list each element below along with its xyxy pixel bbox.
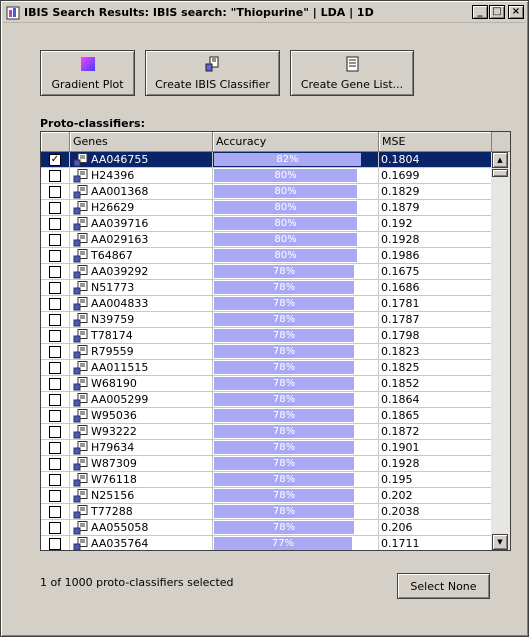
mse-cell: 0.1928	[381, 233, 420, 246]
column-header-mse[interactable]: MSE	[379, 132, 492, 152]
row-checkbox[interactable]	[49, 538, 61, 550]
row-checkbox-cell	[41, 408, 70, 423]
accuracy-cell	[213, 504, 379, 519]
table-row[interactable]	[41, 440, 492, 456]
row-checkbox-cell	[41, 264, 70, 279]
mse-cell: 0.1823	[381, 345, 420, 358]
accuracy-bar: 78%	[214, 393, 354, 406]
gene-cell	[70, 424, 213, 439]
accuracy-bar: 80%	[214, 169, 357, 182]
mse-cell: 0.1787	[381, 313, 420, 326]
accuracy-cell	[213, 424, 379, 439]
accuracy-cell	[213, 280, 379, 295]
table-row[interactable]	[41, 536, 492, 550]
mse-cell: 0.1872	[381, 425, 420, 438]
row-checkbox-cell	[41, 472, 70, 487]
row-checkbox[interactable]	[49, 394, 61, 406]
accuracy-cell	[213, 216, 379, 231]
accuracy-cell	[213, 248, 379, 263]
gene-cell	[70, 200, 213, 215]
classifier-icon	[205, 56, 221, 72]
accuracy-bar: 78%	[214, 265, 354, 278]
row-checkbox-cell	[41, 280, 70, 295]
header-corner	[491, 132, 510, 152]
table-row[interactable]	[41, 264, 492, 280]
select-none-button[interactable]: Select None	[397, 573, 490, 599]
mse-cell: 0.1864	[381, 393, 420, 406]
row-checkbox[interactable]	[49, 458, 61, 470]
gene-row-icon	[73, 185, 89, 199]
mse-cell: 0.1675	[381, 265, 420, 278]
accuracy-cell	[213, 312, 379, 327]
accuracy-cell	[213, 360, 379, 375]
table-row[interactable]	[41, 360, 492, 376]
row-checkbox[interactable]	[49, 282, 61, 294]
accuracy-cell	[213, 440, 379, 455]
gene-cell	[70, 216, 213, 231]
row-checkbox-cell	[41, 328, 70, 343]
accuracy-bar: 78%	[214, 345, 354, 358]
accuracy-cell	[213, 408, 379, 423]
table-row[interactable]	[41, 168, 492, 184]
gene-name: H79634	[91, 441, 135, 454]
row-checkbox[interactable]	[49, 202, 61, 214]
gene-cell	[70, 520, 213, 535]
gene-name: H26629	[91, 201, 135, 214]
scroll-down-icon[interactable]: ▼	[492, 534, 508, 550]
accuracy-bar: 77%	[214, 537, 352, 550]
mse-cell: 0.1865	[381, 409, 420, 422]
gene-row-icon	[73, 377, 89, 391]
table-row[interactable]	[41, 520, 492, 536]
gene-name: AA046755	[91, 153, 149, 166]
row-checkbox[interactable]	[49, 234, 61, 246]
maximize-button[interactable]: □	[489, 5, 505, 19]
gene-row-icon	[73, 505, 89, 519]
accuracy-bar: 80%	[214, 185, 357, 198]
row-checkbox-cell	[41, 504, 70, 519]
accuracy-cell	[213, 328, 379, 343]
column-header-check[interactable]	[41, 132, 70, 152]
accuracy-bar: 78%	[214, 297, 354, 310]
mse-cell: 0.1699	[381, 169, 420, 182]
accuracy-cell	[213, 520, 379, 535]
row-checkbox[interactable]	[49, 362, 61, 374]
gene-name: W68190	[91, 377, 137, 390]
accuracy-cell	[213, 344, 379, 359]
row-checkbox-cell	[41, 456, 70, 471]
row-checkbox[interactable]	[49, 378, 61, 390]
accuracy-bar: 78%	[214, 281, 354, 294]
gene-cell	[70, 168, 213, 183]
minimize-button[interactable]: _	[472, 5, 488, 19]
row-checkbox[interactable]	[49, 426, 61, 438]
accuracy-cell	[213, 152, 379, 167]
gene-row-icon	[73, 345, 89, 359]
gene-cell	[70, 456, 213, 471]
accuracy-cell	[213, 296, 379, 311]
table-row[interactable]	[41, 312, 492, 328]
gene-name: T64867	[91, 249, 133, 262]
table-row[interactable]	[41, 488, 492, 504]
accuracy-bar: 78%	[214, 457, 354, 470]
mse-cell: 0.1852	[381, 377, 420, 390]
gene-name: AA039716	[91, 217, 149, 230]
table-row[interactable]	[41, 344, 492, 360]
gene-row-icon	[73, 425, 89, 439]
app-icon	[6, 6, 20, 20]
mse-cell: 0.1781	[381, 297, 420, 310]
gene-row-icon	[73, 153, 89, 167]
table-row[interactable]	[41, 456, 492, 472]
gene-cell	[70, 440, 213, 455]
row-checkbox[interactable]	[49, 266, 61, 278]
mse-cell: 0.1901	[381, 441, 420, 454]
gradient-plot-button[interactable]	[40, 50, 135, 96]
gene-cell	[70, 312, 213, 327]
accuracy-bar: 82%	[214, 153, 361, 166]
gene-cell	[70, 264, 213, 279]
gene-cell	[70, 344, 213, 359]
row-checkbox-cell	[41, 536, 70, 550]
row-checkbox-cell	[41, 296, 70, 311]
gene-row-icon	[73, 313, 89, 327]
row-checkbox-cell	[41, 248, 70, 263]
row-checkbox[interactable]	[49, 490, 61, 502]
row-checkbox-cell	[41, 520, 70, 535]
accuracy-bar: 78%	[214, 361, 354, 374]
accuracy-bar: 78%	[214, 377, 354, 390]
gene-name: R79559	[91, 345, 134, 358]
accuracy-bar: 78%	[214, 521, 354, 534]
create-ibis-classifier-button[interactable]	[145, 50, 280, 96]
mse-cell: 0.1986	[381, 249, 420, 262]
vertical-scrollbar[interactable]	[491, 152, 510, 550]
row-checkbox-cell	[41, 424, 70, 439]
gene-list-icon	[344, 56, 360, 72]
row-checkbox-cell	[41, 168, 70, 183]
gene-name: AA029163	[91, 233, 149, 246]
gene-row-icon	[73, 217, 89, 231]
row-checkbox[interactable]	[49, 250, 61, 262]
gene-row-icon	[73, 537, 89, 551]
accuracy-bar: 80%	[214, 249, 357, 262]
gene-name: W93222	[91, 425, 137, 438]
accuracy-bar: 78%	[214, 489, 354, 502]
row-checkbox-cell	[41, 392, 70, 407]
row-checkbox-cell	[41, 312, 70, 327]
row-checkbox[interactable]	[49, 410, 61, 422]
accuracy-bar: 80%	[214, 201, 357, 214]
accuracy-bar: 80%	[214, 233, 357, 246]
row-checkbox-cell	[41, 360, 70, 375]
gene-cell	[70, 488, 213, 503]
gene-cell	[70, 360, 213, 375]
mse-cell: 0.1928	[381, 457, 420, 470]
column-header-accuracy[interactable]: Accuracy	[213, 132, 379, 152]
row-checkbox[interactable]	[49, 474, 61, 486]
mse-cell: 0.1825	[381, 361, 420, 374]
accuracy-bar: 78%	[214, 329, 354, 342]
accuracy-cell	[213, 200, 379, 215]
gradient-plot-icon	[80, 56, 96, 72]
gene-cell	[70, 472, 213, 487]
gene-name: AA001368	[91, 185, 149, 198]
gene-cell	[70, 376, 213, 391]
accuracy-cell	[213, 264, 379, 279]
row-checkbox-cell	[41, 488, 70, 503]
gene-cell	[70, 504, 213, 519]
table-row[interactable]	[41, 504, 492, 520]
gene-row-icon	[73, 473, 89, 487]
mse-cell: 0.1686	[381, 281, 420, 294]
accuracy-bar: 80%	[214, 217, 357, 230]
gene-cell	[70, 392, 213, 407]
gene-name: T77288	[91, 505, 133, 518]
window-title: IBIS Search Results: IBIS search: "Thiopurine" | LDA | 1D	[24, 6, 374, 19]
row-checkbox[interactable]	[49, 218, 61, 230]
mse-cell: 0.1711	[381, 537, 420, 550]
gene-name: W87309	[91, 457, 137, 470]
accuracy-bar: 78%	[214, 313, 354, 326]
mse-cell: 0.202	[381, 489, 413, 502]
accuracy-cell	[213, 184, 379, 199]
gene-cell	[70, 536, 213, 550]
gene-name: N39759	[91, 313, 135, 326]
gene-name: N25156	[91, 489, 135, 502]
row-checkbox[interactable]	[49, 522, 61, 534]
gene-row-icon	[73, 249, 89, 263]
table-row[interactable]	[41, 392, 492, 408]
row-checkbox[interactable]	[49, 314, 61, 326]
table-row[interactable]	[41, 424, 492, 440]
gene-row-icon	[73, 329, 89, 343]
mse-cell: 0.1829	[381, 185, 420, 198]
mse-cell: 0.192	[381, 217, 413, 230]
gene-name: W95036	[91, 409, 137, 422]
row-checkbox[interactable]: ✓	[50, 154, 60, 165]
table-row[interactable]	[41, 184, 492, 200]
create-ibis-classifier-label: Create IBIS Classifier	[155, 77, 270, 91]
gene-row-icon	[73, 361, 89, 375]
gene-row-icon	[73, 489, 89, 503]
row-checkbox-cell	[41, 376, 70, 391]
selection-status: 1 of 1000 proto-classifiers selected	[40, 576, 234, 589]
gene-row-icon	[73, 233, 89, 247]
row-checkbox-cell	[41, 440, 70, 455]
proto-classifiers-label: Proto-classifiers:	[40, 117, 145, 130]
mse-cell: 0.2038	[381, 505, 420, 518]
accuracy-cell	[213, 456, 379, 471]
accuracy-cell	[213, 488, 379, 503]
accuracy-bar: 78%	[214, 473, 354, 486]
gene-cell	[70, 232, 213, 247]
accuracy-bar: 78%	[214, 441, 354, 454]
gene-name: H24396	[91, 169, 135, 182]
gene-name: W76118	[91, 473, 137, 486]
accuracy-bar: 78%	[214, 425, 354, 438]
table-row[interactable]	[41, 376, 492, 392]
gene-name: AA035764	[91, 537, 149, 550]
accuracy-cell	[213, 376, 379, 391]
gene-row-icon	[73, 441, 89, 455]
table-row[interactable]	[41, 232, 492, 248]
title-bar[interactable]	[3, 3, 526, 23]
gene-row-icon	[73, 297, 89, 311]
gene-name: AA004833	[91, 297, 149, 310]
gene-row-icon	[73, 409, 89, 423]
table-row[interactable]	[41, 408, 492, 424]
gene-cell	[70, 408, 213, 423]
scroll-thumb[interactable]	[492, 169, 508, 177]
scroll-up-icon[interactable]: ▲	[492, 152, 508, 168]
accuracy-bar: 78%	[214, 505, 354, 518]
mse-cell: 0.195	[381, 473, 413, 486]
gene-name: T78174	[91, 329, 133, 342]
row-checkbox-cell	[41, 184, 70, 199]
close-button[interactable]: ×	[508, 5, 524, 19]
gene-cell	[70, 280, 213, 295]
row-checkbox[interactable]	[49, 186, 61, 198]
table-row[interactable]	[41, 248, 492, 264]
gene-name: AA039292	[91, 265, 149, 278]
gene-name: N51773	[91, 281, 135, 294]
create-gene-list-button[interactable]	[290, 50, 414, 96]
table-row[interactable]	[41, 328, 492, 344]
table-row[interactable]	[41, 472, 492, 488]
accuracy-cell	[213, 472, 379, 487]
row-checkbox[interactable]	[49, 442, 61, 454]
gene-cell	[70, 296, 213, 311]
gene-name: AA011515	[91, 361, 149, 374]
accuracy-cell	[213, 536, 379, 550]
row-checkbox-cell	[41, 216, 70, 231]
gene-cell	[70, 328, 213, 343]
accuracy-cell	[213, 392, 379, 407]
create-gene-list-label: Create Gene List...	[300, 77, 404, 91]
table-row[interactable]	[41, 152, 492, 168]
gene-row-icon	[73, 521, 89, 535]
gene-cell	[70, 248, 213, 263]
gene-row-icon	[73, 169, 89, 183]
table-row[interactable]	[41, 280, 492, 296]
gene-row-icon	[73, 457, 89, 471]
mse-cell: 0.1798	[381, 329, 420, 342]
row-checkbox-cell	[41, 200, 70, 215]
table-body	[41, 152, 492, 550]
table-header	[41, 132, 492, 152]
mse-cell: 0.206	[381, 521, 413, 534]
gene-row-icon	[73, 265, 89, 279]
proto-classifiers-table[interactable]	[40, 131, 511, 551]
gene-row-icon	[73, 201, 89, 215]
row-checkbox[interactable]	[49, 298, 61, 310]
gene-name: AA055058	[91, 521, 149, 534]
table-row[interactable]	[41, 216, 492, 232]
accuracy-cell	[213, 168, 379, 183]
table-row[interactable]	[41, 200, 492, 216]
mse-cell: 0.1804	[381, 153, 420, 166]
row-checkbox-cell	[41, 232, 70, 247]
row-checkbox-cell	[41, 344, 70, 359]
gene-cell	[70, 152, 213, 167]
gene-cell	[70, 184, 213, 199]
row-checkbox[interactable]	[49, 346, 61, 358]
accuracy-bar: 78%	[214, 409, 354, 422]
gene-row-icon	[73, 393, 89, 407]
gene-name: AA005299	[91, 393, 149, 406]
row-checkbox[interactable]	[49, 170, 61, 182]
column-header-genes[interactable]: Genes	[70, 132, 213, 152]
row-checkbox[interactable]	[49, 330, 61, 342]
row-checkbox-cell	[41, 152, 70, 167]
gene-row-icon	[73, 281, 89, 295]
accuracy-cell	[213, 232, 379, 247]
row-checkbox[interactable]	[49, 506, 61, 518]
mse-cell: 0.1879	[381, 201, 420, 214]
gradient-plot-label: Gradient Plot	[51, 77, 124, 91]
table-row[interactable]	[41, 296, 492, 312]
